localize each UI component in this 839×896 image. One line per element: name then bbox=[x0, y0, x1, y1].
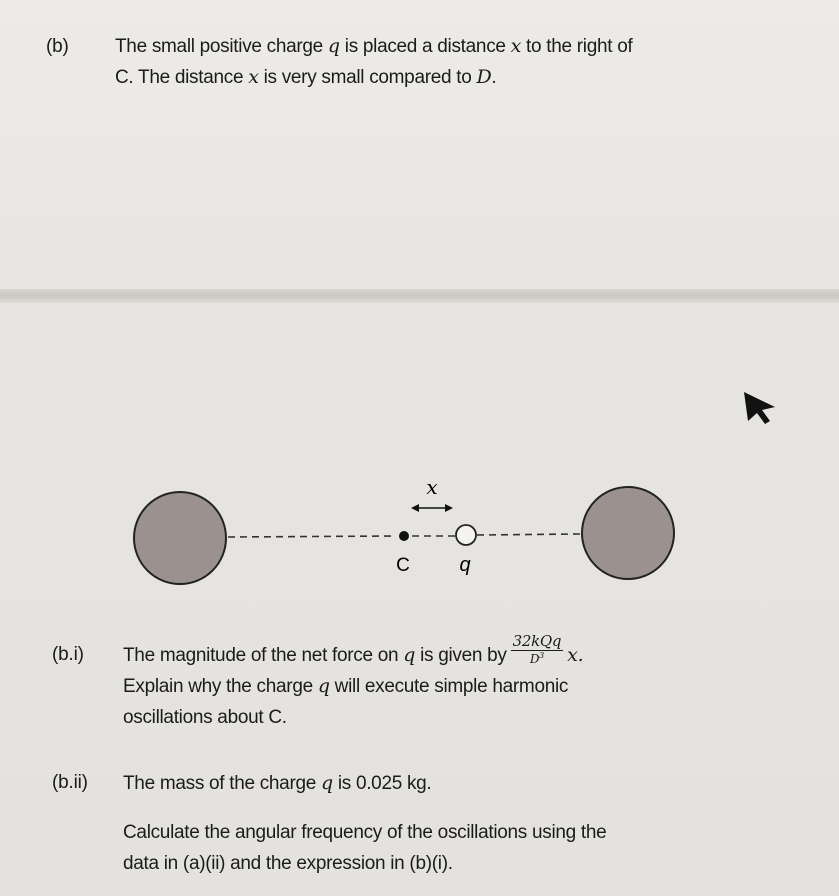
axis-dashed-line-left bbox=[228, 536, 396, 537]
part-b-line-1: The small positive charge q is placed a distance x to the right of bbox=[115, 35, 633, 57]
part-bii-line-1: The mass of the charge q is 0.025 kg. bbox=[123, 772, 432, 794]
part-bi-line-2: Explain why the charge q will execute simple harmonic bbox=[123, 675, 569, 698]
charge-q-circle bbox=[456, 525, 476, 545]
part-b-line-2: C. The distance x is very small compared to D. bbox=[115, 66, 497, 88]
part-bi-label: (b.i) bbox=[52, 644, 84, 665]
part-b-label: (b) bbox=[46, 36, 69, 57]
part-bii-instructions bbox=[123, 817, 606, 879]
point-c-dot bbox=[399, 531, 409, 541]
arrowhead-right-icon bbox=[445, 504, 453, 512]
right-charged-sphere bbox=[582, 487, 674, 579]
part-bii-line-2: Calculate the angular frequency of the oscillations using the bbox=[123, 822, 607, 843]
part-bii-label: (b.ii) bbox=[52, 772, 88, 793]
point-c-label: C bbox=[396, 555, 410, 576]
axis-dashed-line-right bbox=[477, 534, 580, 535]
page-fold-divider bbox=[0, 289, 839, 303]
part-bi-line-1: The magnitude of the net force on q is given by $\frac{\text{32kQq}}{D^3}$ x. bbox=[123, 632, 584, 667]
force-fraction: $\frac{\text{32kQq}}{D^3}$ bbox=[512, 632, 562, 667]
mouse-pointer-icon bbox=[742, 390, 778, 426]
part-bi-line-3: oscillations about C. bbox=[123, 707, 287, 729]
arrowhead-left-icon bbox=[411, 504, 419, 512]
displacement-x-label: x bbox=[426, 475, 438, 499]
part-b-text bbox=[115, 31, 632, 93]
charge-diagram bbox=[0, 460, 839, 600]
charge-q-label: q bbox=[459, 554, 471, 576]
part-bii-line-3: data in (a)(ii) and the expression in (b)(i). bbox=[123, 853, 453, 874]
left-charged-sphere bbox=[134, 492, 226, 584]
part-bi-text bbox=[123, 632, 584, 733]
